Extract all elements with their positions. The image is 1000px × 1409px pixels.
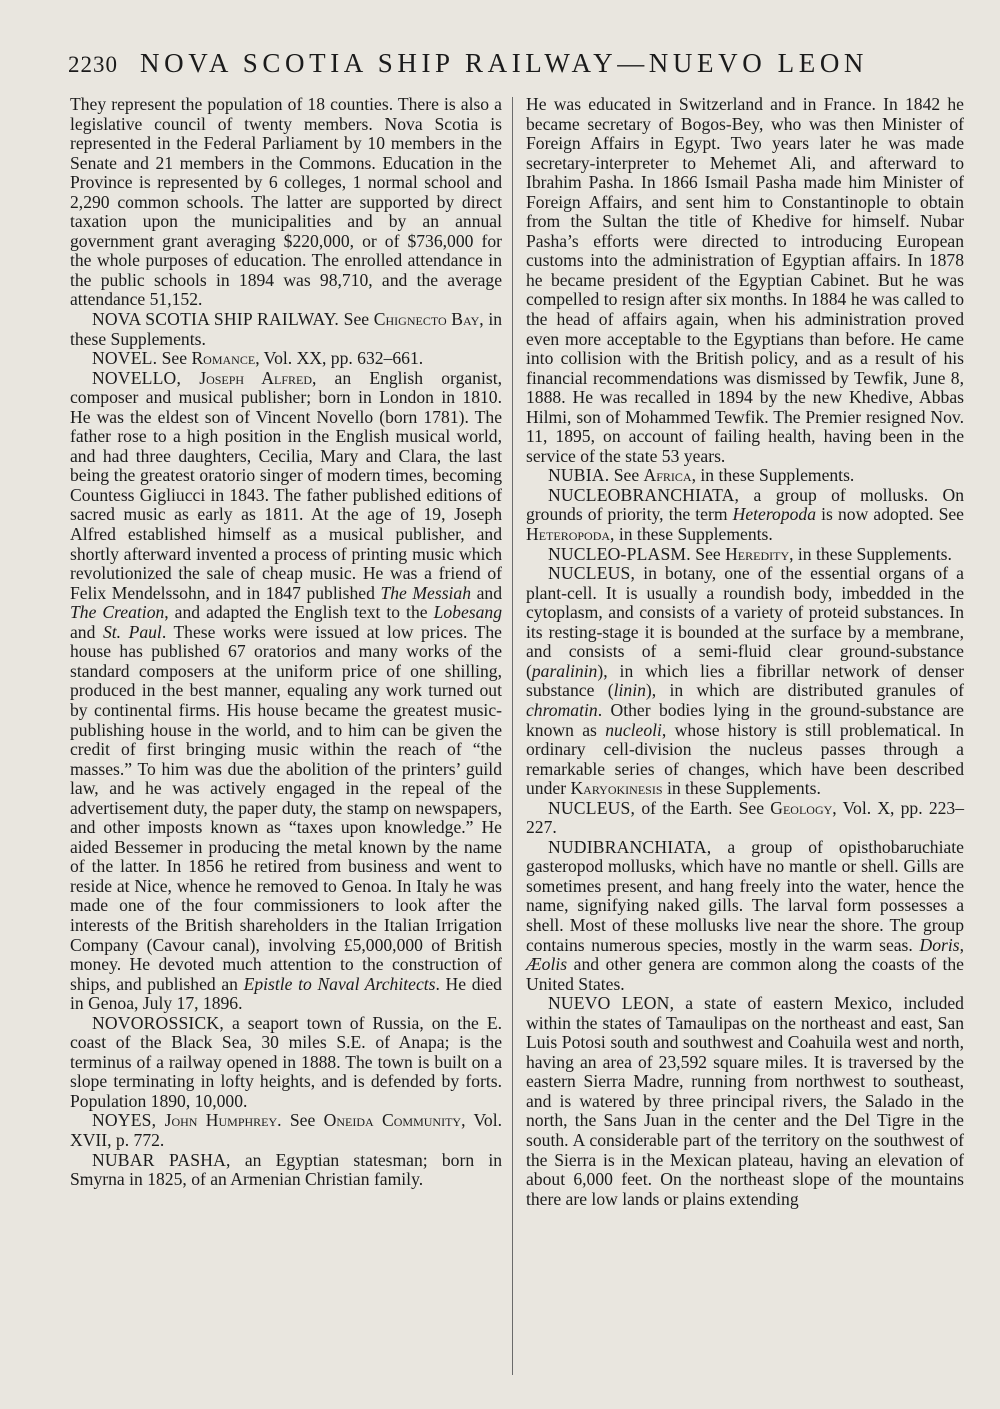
- entry-nudibranchiata: NUDIBRANCHIATA, a group of opisthobaruchiate gasteropod mollusks, which have no mantle or shell. Gills are sometimes present, and hang freely into the water, hence the name, signifying naked gills. The larval form possesses a shell. Most of these mollusks live near the shore. The group contains numerous species, mostly in the warm seas. Doris, Æolis and other genera are common along the coasts of the United States.: [526, 836, 964, 994]
- entry-novel: NOVEL. See Romance, Vol. XX, pp. 632–661.: [92, 348, 424, 369]
- entry-headword: NUCLEOBRANCHIATA,: [548, 484, 740, 505]
- cross-reference: Heteropoda: [526, 524, 611, 545]
- entry-nucleus-earth: NUCLEUS, of the Earth. See Geology, Vol. X, pp. 223–227.: [526, 797, 965, 838]
- work-title: The Creation: [70, 602, 165, 623]
- term: chromatin: [526, 699, 598, 720]
- term: nucleoli: [605, 719, 662, 740]
- entry-nova-scotia-ship-railway: NOVA SCOTIA SHIP RAILWAY. See Chignecto Bay, in these Supplements.: [70, 309, 503, 349]
- paragraph-nova-scotia-cont: They represent the population of 18 counties. There is also a legislative council of twenty members. Nova Scotia is represented in the Federal Parliament by 10 members in the Senate and 21 members in the Commons. Education in the Province is represented by 6 colleges, 1 normal school and 2,290 common schools. The latter are supported by direct taxation upon the municipalities and by an annual government grant averaging $220,000, or of $736,000 for the whole purposes of education. The enrolled attendance in the public schools in 1894 was 98,710, and the average attendance 51,152.: [70, 94, 502, 310]
- entry-headword: NOVOROSSICK,: [92, 1012, 224, 1033]
- entry-headword: NOVELLO,: [92, 367, 182, 388]
- person-name: John Humphrey: [164, 1110, 278, 1131]
- entry-nubia: NUBIA. See Africa, in these Supplements.: [548, 465, 855, 486]
- entry-headword: NOVEL.: [92, 348, 158, 369]
- entry-headword: NUEVO LEON,: [548, 993, 675, 1014]
- entry-nucleo-plasm: NUCLEO-PLASM. See Heredity, in these Supplements.: [548, 543, 952, 564]
- entry-headword: NOVA SCOTIA SHIP RAILWAY.: [92, 309, 339, 330]
- entry-noyes: NOYES, John Humphrey. See Oneida Community, Vol. XVII, p. 772.: [70, 1110, 503, 1150]
- cross-reference: Karyokinesis: [570, 778, 663, 799]
- entry-headword: NUBAR PASHA,: [92, 1149, 231, 1170]
- entry-headword: NOYES,: [92, 1110, 157, 1131]
- entry-nubar-pasha: NUBAR PASHA, an Egyptian statesman; born in Smyrna in 1825, of an Armenian Christian family.: [70, 1149, 503, 1190]
- entry-headword: NUDIBRANCHIATA,: [548, 836, 712, 857]
- cross-reference: Romance: [191, 348, 256, 369]
- entry-nucleus-botany: NUCLEUS, in botany, one of the essential organs of a plant-cell. It is usually a roundish body, imbedded in the cytoplasm, and consists of a variety of proteid substances. In its resting-stage it is bounded at the surface by a membrane, and consists of a semi-fluid clear ground-substance (paralinin), in which lies a fibrillar network of denser substance (linin), in which are distributed granules of chromatin. Other bodies lying in the ground-substance are known as nucleoli, whose history is still problematical. In ordinary cell-division the nucleus passes through a remarkable series of changes, which have been described under Karyokinesis in these Supplements.: [526, 563, 965, 799]
- left-column: [70, 95, 502, 1190]
- work-title: Epistle to Naval Architects: [243, 973, 436, 994]
- cross-reference: Chignecto Bay: [373, 309, 480, 330]
- work-title: Lobesang: [433, 602, 502, 623]
- entry-headword: NUCLEUS,: [548, 563, 636, 584]
- term: Æolis: [526, 954, 568, 975]
- work-title: The Messiah: [380, 582, 472, 603]
- entry-headword: NUCLEUS,: [548, 797, 636, 818]
- term: Doris: [919, 934, 960, 955]
- entry-headword: NUCLEO-PLASM.: [548, 543, 691, 564]
- cross-reference: Oneida Community: [323, 1110, 462, 1131]
- page-number: 2230: [68, 52, 118, 77]
- right-column: [526, 95, 964, 1209]
- work-title: St. Paul: [102, 621, 162, 642]
- person-name: Joseph Alfred: [199, 367, 312, 388]
- cross-reference: Heredity: [725, 543, 790, 564]
- term: paralinin: [531, 660, 598, 681]
- paragraph-nubar-pasha-cont: He was educated in Switzerland and in France. In 1842 he became secretary of Bogos-Bey, who was then Minister of Foreign Affairs in Egypt. Two years later he was made secretary-interpreter to Mehemet Ali, and afterward to Ibrahim Pasha. In 1866 Ismail Pasha made him Minister of Foreign Affairs, and sent him to Constantinople to obtain from the Sultan the title of Khedive for himself. Nubar Pasha’s efforts were directed to introducing European customs into the administration of Egyptian affairs. In 1878 he became president of the Egyptian Cabinet. But he was compelled to resign after six months. In 1884 he was called to the head of affairs again, when his administration proved even more acceptable to the Egyptians than before. He came into collision with the British policy, and as a result of his financial recommendations was dismissed by Tewfik, June 8, 1888. He was recalled in 1894 by the new Khedive, Abbas Hilmi, son of Mohammed Tewfik. The Premier resigned Nov. 11, 1895, on account of failing health, having been in the service of the state 53 years.: [526, 94, 964, 466]
- entry-novello: NOVELLO, Joseph Alfred, an English organist, composer and musical publisher; born in London in 1810. He was the eldest son of Vincent Novello (born 1781). The father rose to a high position in the English musical world, and had three daughters, Cecilia, Mary and Clara, the last being the greatest oratorio singer of modern times, becoming Countess Gigliucci in 1843. The father published editions of sacred music as early as 1811. At the age of 19, Joseph Alfred established himself as a musical publisher, and shortly afterward invented a process of printing music which revolutionized the sale of cheap music. He was a friend of Felix Mendelssohn, and in 1847 published The Messiah and The Creation, and adapted the English text to the Lobesang and St. Paul. These works were issued at low prices. The house has published 67 oratorios and many works of the standard composers at the uniform price of one shilling, produced in the best manner, equaling any work turned out by continental firms. His house became the greatest music-publishing house in the world, and to him can be given the credit of first bringing music within the reach of “the masses.” To him was due the abolition of the printers’ guild law, and he was actively engaged in the repeal of the advertisement duty, the paper duty, the stamp on newspapers, and other imposts known as “taxes upon knowledge.” He aided Bessemer in producing the metal known by the name of the latter. In 1856 he retired from business and went to reside at Nice, whence he removed to Genoa. In Italy he was made one of the four commissioners to look after the interests of the British shareholders in the Italian Irrigation Company (Cavour canal), involving £5,000,000 of British money. He devoted much attention to the construction of ships, and published an Epistle to Naval Architects. He died in Genoa, July 17, 1896.: [70, 367, 503, 1014]
- column-divider: [512, 97, 513, 1375]
- page-header: [68, 48, 948, 92]
- entry-headword: NUBIA.: [548, 465, 610, 486]
- cross-reference: Geology: [770, 797, 833, 818]
- entry-novorossick: NOVOROSSICK, a seaport town of Russia, on the E. coast of the Black Sea, 30 miles S.E. of Anapa; is the terminus of a railway opened in 1888. The town is built on a slope terminating in lofty heights, and is defended by forts. Population 1890, 10,000.: [70, 1012, 502, 1111]
- entry-nuevo-leon: NUEVO LEON, a state of eastern Mexico, included within the states of Tamaulipas on the northeast and east, San Luis Potosi south and southwest and Coahuila west and north, having an area of 23,592 square miles. It is traversed by the eastern Sierra Madre, running from northwest to southeast, and is watered by three principal rivers, the Salado in the north, the Sans Juan in the center and the Del Tigre in the south. A considerable part of the territory on the southwest of the Sierra is in the Mexican plateau, having an elevation of about 6,000 feet. On the northeast slope of the mountains there are low lands or plains extending: [526, 993, 964, 1209]
- cross-reference: Africa: [643, 465, 692, 486]
- entry-nucleobranchiata: NUCLEOBRANCHIATA, a group of mollusks. On grounds of priority, the term Heteropoda is now adopted. See Heteropoda, in these Supplements.: [526, 484, 964, 545]
- term: linin: [613, 680, 646, 701]
- term: Heteropoda: [732, 504, 817, 525]
- running-title: NOVA SCOTIA SHIP RAILWAY—NUEVO LEON: [140, 48, 869, 78]
